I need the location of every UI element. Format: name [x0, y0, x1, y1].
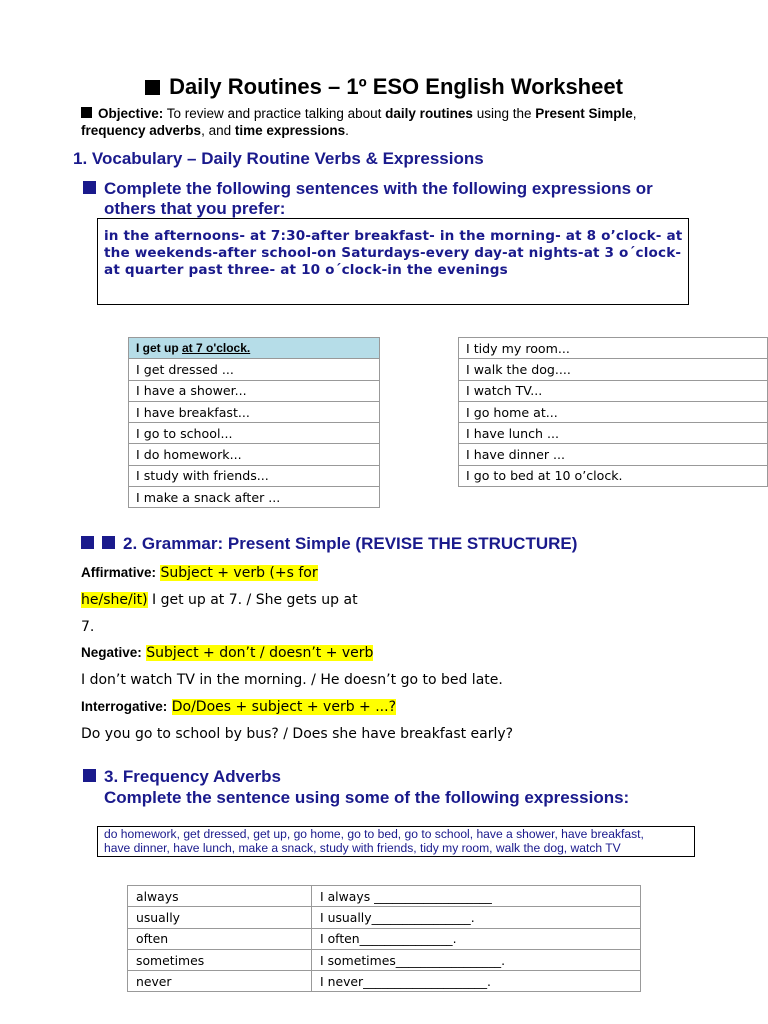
page-title [0, 72, 768, 102]
interrogative-rule-text: Do/Does + subject + verb + ...? [171, 699, 397, 715]
sentence-cell[interactable]: I often_______________. [312, 928, 641, 949]
table-row [129, 423, 380, 444]
instruction-line-2: others that you prefer: [104, 199, 286, 218]
affirmative-example [81, 591, 761, 609]
table-row [128, 971, 641, 992]
verbs-line-2: have dinner, have lunch, make a snack, study with friends, tidy my room, walk the dog, watch TV [104, 840, 621, 855]
affirmative-label: Affirmative: [81, 565, 157, 580]
table-cell: I watch TV... [459, 380, 768, 401]
section-3-heading-text: 3. Frequency Adverbs [104, 767, 281, 786]
negative-rule-text: Subject + don’t / doesn’t + verb [146, 645, 374, 661]
affirmative-example-text: I get up at 7. / She gets up at [147, 592, 358, 608]
interrogative-label: Interrogative: [81, 699, 168, 714]
table-cell: I walk the dog.... [459, 359, 768, 380]
table-cell: I tidy my room... [459, 338, 768, 359]
square-bullet-icon [81, 536, 94, 549]
verbs-box [97, 826, 695, 857]
sentence-cell[interactable]: I sometimes_________________. [312, 949, 641, 970]
table-cell: I go home at... [459, 401, 768, 422]
section-2-heading-text: 2. Grammar: Present Simple (REVISE THE STRUCTURE) [123, 534, 578, 553]
table-cell: I study with friends... [129, 465, 380, 486]
table-cell: I have dinner ... [459, 444, 768, 465]
negative-rule [81, 644, 761, 662]
table-row [129, 465, 380, 486]
objective-text: , [632, 106, 637, 121]
table-row [459, 338, 768, 359]
adverb-cell: always [128, 886, 312, 907]
expressions-box: in the afternoons- at 7:30-after breakfast- in the morning- at 8 o’clock- at the weekends-after school-on Saturdays-every day-at nights-at 3 o´clock- at quarter past three- at 10 o´clock-in the evenings [97, 218, 689, 305]
page-title-text: Daily Routines – 1º ESO English Worksheet [169, 74, 623, 99]
table-row [459, 465, 768, 486]
adverb-cell: never [128, 971, 312, 992]
sentence-cell[interactable]: I never____________________. [312, 971, 641, 992]
routine-table-left [128, 337, 380, 508]
table-row [459, 380, 768, 401]
table-cell: I go to school... [129, 423, 380, 444]
table-row [129, 359, 380, 380]
interrogative-rule [81, 698, 761, 716]
table-cell: I have lunch ... [459, 423, 768, 444]
table-row [128, 886, 641, 907]
adverb-cell: usually [128, 907, 312, 928]
objective-term: daily routines [385, 106, 473, 121]
table-cell: I do homework... [129, 444, 380, 465]
square-bullet-icon [83, 181, 96, 194]
objective [81, 105, 691, 139]
verbs-line-1: do homework, get dressed, get up, go home, go to bed, go to school, have a shower, have breakfast, [104, 827, 644, 841]
objective-text: using the [472, 106, 536, 121]
affirmative-example-end: 7. [81, 619, 95, 635]
negative-label: Negative: [81, 645, 142, 660]
table-row [459, 444, 768, 465]
adverb-cell: often [128, 928, 312, 949]
objective-text: . [345, 123, 349, 138]
header-prefix: I get up [136, 341, 182, 356]
header-example: at 7 o'clock. [182, 341, 251, 356]
affirmative-rule-text: he/she/it) [81, 592, 148, 608]
table-header-cell [129, 338, 380, 359]
affirmative-rule-text: Subject + verb (+s for [160, 565, 318, 581]
table-row [129, 338, 380, 359]
square-bullet-icon [145, 80, 160, 95]
negative-example: I don’t watch TV in the morning. / He doesn’t go to bed late. [81, 672, 503, 688]
table-row [459, 359, 768, 380]
table-cell: I make a snack after ... [129, 487, 380, 508]
sentence-cell[interactable]: I usually________________. [312, 907, 641, 928]
objective-text: , and [201, 123, 235, 138]
frequency-table [127, 885, 641, 992]
square-bullet-icon [83, 769, 96, 782]
table-cell: I have breakfast... [129, 401, 380, 422]
table-cell: I have a shower... [129, 380, 380, 401]
table-cell: I get dressed ... [129, 359, 380, 380]
square-bullet-icon [102, 536, 115, 549]
table-row [459, 423, 768, 444]
adverb-cell: sometimes [128, 949, 312, 970]
table-row [128, 949, 641, 970]
interrogative-example: Do you go to school by bus? / Does she have breakfast early? [81, 726, 514, 742]
instruction-line-1: Complete the following sentences with the following expressions or [104, 179, 653, 198]
section-2-heading [81, 534, 577, 554]
table-row [129, 401, 380, 422]
table-cell: I go to bed at 10 o’clock. [459, 465, 768, 486]
section-1-heading: 1. Vocabulary – Daily Routine Verbs & Expressions [73, 149, 484, 168]
table-row [128, 907, 641, 928]
objective-text: To review and practice talking about [163, 106, 386, 121]
table-row [129, 444, 380, 465]
routine-table-right [458, 337, 768, 487]
section-3-heading [83, 767, 281, 787]
table-row [128, 928, 641, 949]
table-row [129, 487, 380, 508]
objective-label: Objective: [98, 106, 164, 121]
table-row [129, 380, 380, 401]
sentence-cell[interactable]: I always ___________________ [312, 886, 641, 907]
section-1-instruction [83, 179, 703, 219]
objective-term: Present Simple [535, 106, 633, 121]
section-3-instruction: Complete the sentence using some of the following expressions: [104, 788, 630, 807]
table-row [459, 401, 768, 422]
objective-term: frequency adverbs [81, 123, 202, 138]
objective-term: time expressions [234, 123, 346, 138]
square-bullet-icon [81, 107, 92, 118]
affirmative-rule [81, 564, 761, 582]
